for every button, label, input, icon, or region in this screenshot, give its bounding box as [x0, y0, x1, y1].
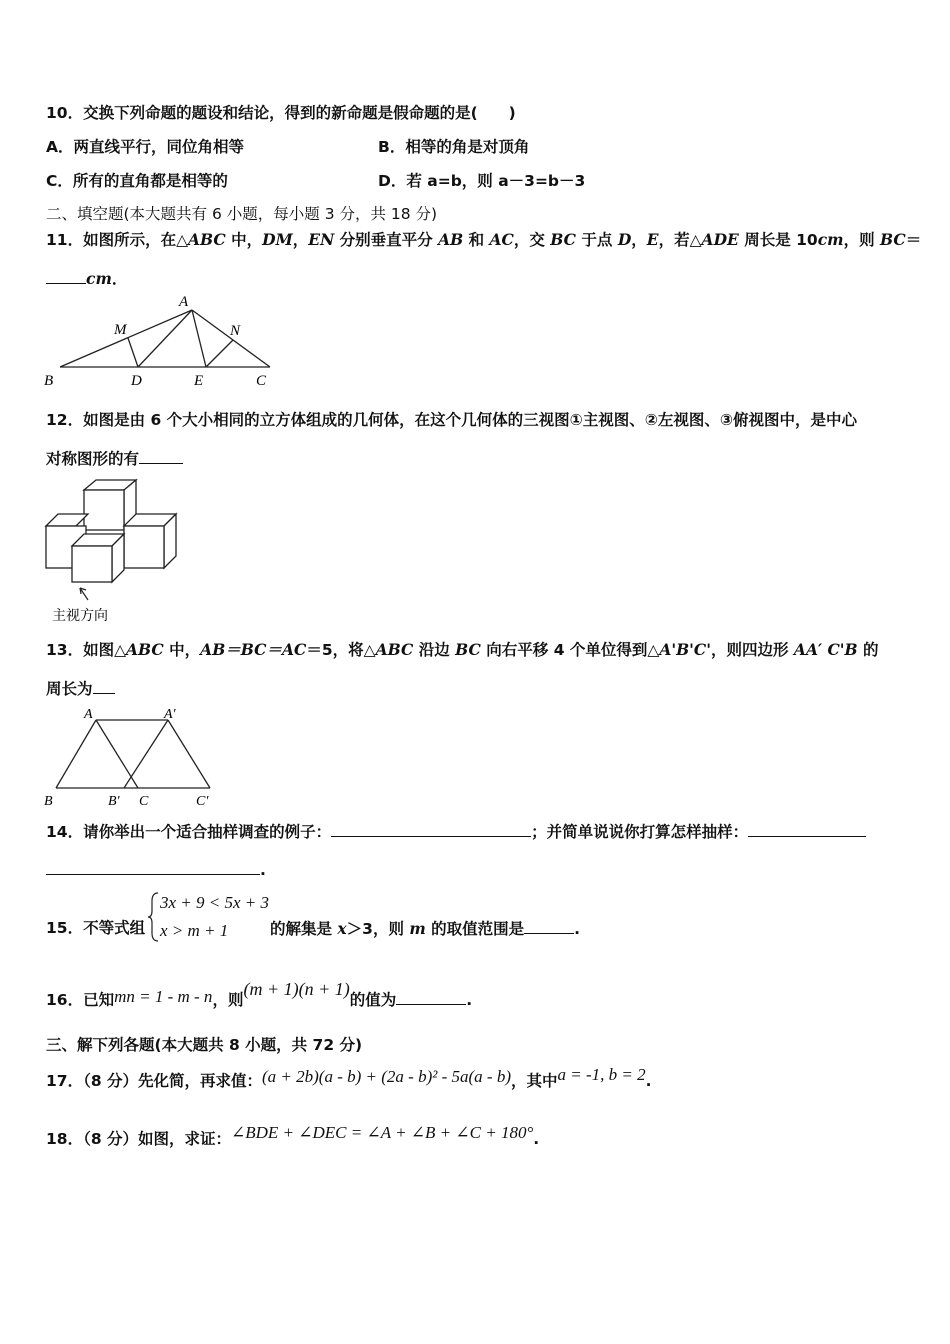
q11-label-c: C [256, 373, 267, 389]
q15-brace [148, 891, 160, 943]
q10-option-c: C．所有的直角都是相等的 [46, 172, 228, 190]
q13-label-b-prime: B' [108, 794, 120, 809]
q11-label-d: D [131, 373, 142, 389]
section-2-heading: 二、填空题(本大题共有 6 小题，每小题 3 分，共 18 分) [46, 205, 438, 223]
q14-stem-line1: 14．请你举出一个适合抽样调查的例子： ；并简单说说你打算怎样抽样： [46, 820, 866, 843]
q13-stem-line2: 周长为 [46, 677, 115, 700]
q13-label-b: B [44, 794, 53, 809]
q16-condition: mn = 1 - m - n [114, 987, 213, 1006]
q13-label-c-prime: C' [196, 794, 209, 809]
q11-label-e: E [194, 373, 204, 389]
q12-stem-line1: 12．如图是由 6 个大小相同的立方体组成的几何体，在这个几何体的三视图①主视图、②左视图、③俯视图中，是中心 [46, 411, 858, 429]
q10-stem: 10．交换下列命题的题设和结论，得到的新命题是假命题的是( ) [46, 104, 516, 122]
q10-option-b: B．相等的角是对顶角 [378, 138, 530, 156]
q16-answer-blank[interactable] [396, 988, 466, 1005]
q10-option-a: A．两直线平行，同位角相等 [46, 138, 244, 156]
q17-expression: (a + 2b)(a - b) + (2a - b)² - 5a(a - b) [262, 1067, 511, 1086]
q12-stem-line2: 对称图形的有 [46, 447, 183, 470]
q13-stem-line1: 13．如图△ABC 中，AB＝BC＝AC＝5，将△ABC 沿边 BC 向右平移 4 个单位得到△A'B'C'，则四边形 AA′ C'B 的 [46, 640, 879, 659]
q10-option-d: D．若 a=b，则 a－3=b－3 [378, 172, 586, 190]
q16-stem: 16．已知mn = 1 - m - n，则(m + 1)(n + 1)的值为 . [46, 979, 473, 1009]
q14-method-blank-part2[interactable] [46, 858, 260, 875]
q15-stem-rest: 的解集是 x＞3，则 m 的取值范围是 . [270, 919, 581, 938]
q13-label-c: C [139, 794, 149, 809]
q13-answer-blank[interactable] [93, 677, 115, 694]
section-3-heading: 三、解下列各题(本大题共 8 小题，共 72 分) [46, 1036, 363, 1054]
q16-expression: (m + 1)(n + 1) [243, 979, 350, 999]
q12-answer-blank[interactable] [139, 447, 183, 464]
q11-answer-blank[interactable] [46, 267, 86, 284]
q11-stem-line1: 11．如图所示，在△ABC 中，DM，EN 分别垂直平分 AB 和 AC，交 BC 于点 D，E，若△ADE 周长是 10cm，则 BC＝ [46, 230, 922, 249]
q18-stem: 18．（8 分）如图，求证：∠BDE + ∠DEC = ∠A + ∠B + ∠C + 180°. [46, 1123, 540, 1148]
q13-label-a: A [84, 707, 93, 722]
q12-view-direction-caption: 主视方向 [52, 608, 108, 624]
q14-method-blank-part1[interactable] [748, 820, 866, 837]
q11-triangle-figure [40, 292, 280, 392]
q18-expression: ∠BDE + ∠DEC = ∠A + ∠B + ∠C + 180° [231, 1123, 534, 1142]
q15-answer-blank[interactable] [524, 917, 574, 934]
q12-cubes-figure [40, 476, 190, 626]
q14-example-blank[interactable] [331, 820, 531, 837]
q13-translation-figure [40, 704, 230, 812]
q13-label-a-prime: A' [164, 707, 176, 722]
q15-inequality-2: x > m + 1 [160, 921, 229, 940]
q17-stem: 17．（8 分）先化简，再求值：(a + 2b)(a - b) + (2a - b)² - 5a(a - b)，其中a = -1, b = 2. [46, 1065, 652, 1090]
q11-label-m: M [114, 322, 127, 338]
q11-label-a: A [179, 294, 189, 310]
q14-stem-line2: . [46, 858, 266, 881]
q11-label-n: N [230, 323, 241, 339]
q11-label-b: B [44, 373, 54, 389]
q15-inequality-1: 3x + 9 < 5x + 3 [160, 893, 270, 912]
q17-values: a = -1, b = 2 [557, 1065, 646, 1084]
q11-stem-line2: cm． [46, 267, 127, 290]
q15-label: 15．不等式组 [46, 919, 146, 937]
